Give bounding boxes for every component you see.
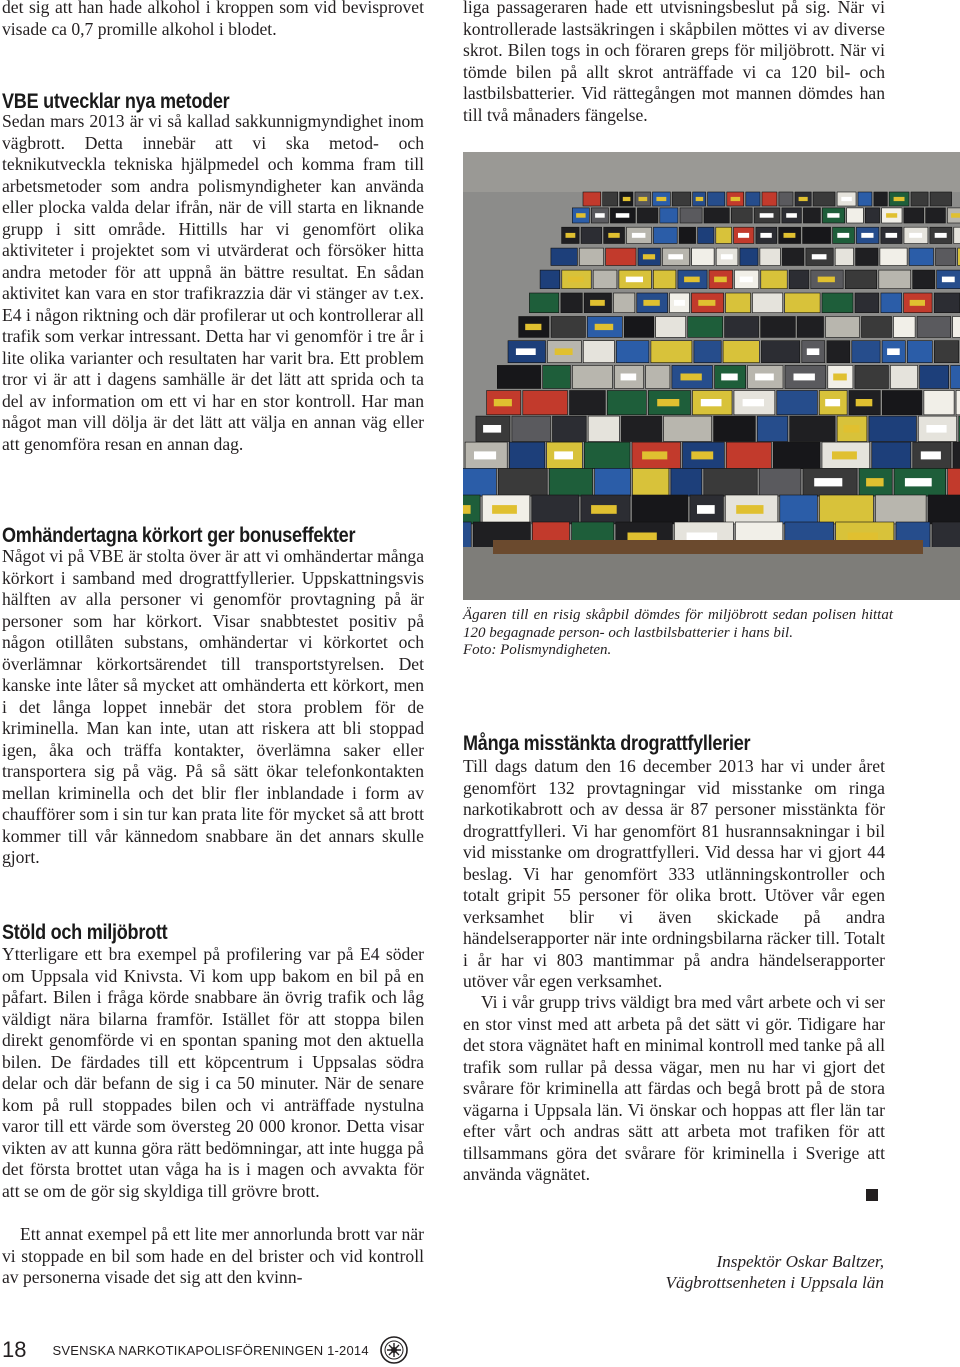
battery-shape xyxy=(624,317,653,338)
battery-shape xyxy=(680,208,702,223)
battery-label-shape xyxy=(909,233,922,238)
battery-shape xyxy=(928,495,960,524)
battery-label-shape xyxy=(736,505,763,514)
battery-shape xyxy=(653,270,676,289)
battery-label-shape xyxy=(721,254,733,259)
battery-shape xyxy=(570,391,606,415)
battery-label-shape xyxy=(483,425,501,433)
battery-shape xyxy=(934,293,960,313)
battery-label-shape xyxy=(714,277,727,283)
battery-shape xyxy=(725,317,759,338)
battery-shape xyxy=(934,341,959,363)
battery-shape xyxy=(789,270,809,289)
battery-shape xyxy=(948,468,960,496)
battery-label-shape xyxy=(921,451,941,459)
battery-label-shape xyxy=(516,348,536,355)
battery-shape xyxy=(907,341,932,363)
battery-label-shape xyxy=(463,505,471,514)
battery-shape xyxy=(723,341,759,363)
heading-drug-driving: Många misstänkta drograttfyllerier xyxy=(463,732,751,755)
battery-label-shape xyxy=(701,399,722,406)
battery-shape xyxy=(827,341,850,363)
battery-shape xyxy=(688,317,723,338)
battery-label-shape xyxy=(691,451,713,459)
battery-label-shape xyxy=(684,277,700,283)
battery-label-shape xyxy=(886,233,898,238)
battery-label-shape xyxy=(576,213,586,218)
snpf-emblem-icon xyxy=(379,1335,409,1365)
battery-shape xyxy=(882,391,922,415)
battery-label-shape xyxy=(841,197,852,201)
battery-label-shape xyxy=(905,478,932,486)
battery-shape xyxy=(704,468,757,496)
battery-shape xyxy=(920,365,949,388)
battery-shape xyxy=(553,416,587,441)
battery-shape xyxy=(532,495,579,524)
battery-label-shape xyxy=(657,399,679,406)
battery-shape xyxy=(852,341,880,363)
battery-shape xyxy=(874,192,887,206)
theft-environment-body-2: Ett annat exempel på ett lite mer annorlunda brott var när vi stoppade en bil som hade en del brister och vid kontroll av personerna visade det sig att den kvinn- xyxy=(2,1224,424,1287)
battery-shape xyxy=(909,248,933,265)
battery-label-shape xyxy=(643,254,655,259)
battery-label-shape xyxy=(738,233,749,238)
battery-shape xyxy=(561,293,582,313)
intro-paragraph: det sig att han hade alkohol i kroppen som vid bevisprovet visade ca 0,7 promille alkohol i blodet. xyxy=(2,0,424,39)
battery-shape xyxy=(865,208,879,223)
battery-shape xyxy=(588,416,619,441)
battery-label-shape xyxy=(812,254,827,259)
battery-label-shape xyxy=(639,197,648,201)
battery-shape xyxy=(523,391,568,415)
continued-paragraph: liga passageraren hade ett utvisningsbeslut på sig. När vi kontrollerade lastsäkringen i skåpbilen möttes vi av diverse skrot. Bilen togs in och föraren greps för miljöbrott. När vi tömde bilen på allt skrot anträffade vi ca 120 bil- och lastbilsbatterier. Vid rättegången mot mannen dömdes han till två månaders fängelse. xyxy=(463,0,885,125)
battery-label-shape xyxy=(674,300,685,306)
battery-label-shape xyxy=(608,233,619,238)
theft-environment-body-1: Ytterligare ett bra exempel på profilering var på E4 söder om Uppsala vid Knivsta. Vi kom upp bakom en bil på en påfart. Bilen i fråga körde snabbare än övrig trafik och låg väldigt nära bilarna framför. Istället för att stoppa bilen direkt genomförde vi en spontan spaning mot den aktuella bilen. De färdades till ett köpcentrum i Uppsalas södra delar och där befann de sig i ca 50 minuter. När de senare kom på rull stoppades bilen och vi anträffade nystulna varor till ett värde som översteg 20 000 kronor. Detta visar vikten av att kunna göra rätt bedömningar, att inte hugga på det första brottet utan våga ha is i magen och avvakta för att se om de gör sig skyldiga till grövre brott. xyxy=(2,944,424,1201)
battery-shape xyxy=(651,341,692,363)
license-seizure-body: Något vi på VBE är stolta över är att vi omhändertar många körkort i samband med drograttfyllerier. Uppskattningsvis hälften av alla personer vi genomför provtagning på är personer som har körkort. Visar snabbtestet positiv på någon otillåten substans, omhändertar vi körkortet och överlämnar körkortsärendet till transportstyrelsen. Det kanske inte låter så mycket att omhänderta ett körkort, men i det långa loppet innebär det stora problem för de kriminella. Man kan inte, utan att riskera att bli stoppad igen, åka och träffa kontakter, överlämna saker eller transportera sig på väg. På så sätt ökar telefonkontakten mellan kriminella och det blir fler inblandade i form av chaufförer som i sin tur kan prata lite för mycket så att brott kommer till vår kännedom snabbare än det annars skulle gjort. xyxy=(2,546,424,867)
battery-shape xyxy=(782,248,804,265)
battery-shape xyxy=(660,208,678,223)
page-footer xyxy=(2,1333,422,1367)
battery-label-shape xyxy=(697,505,715,514)
battery-label-shape xyxy=(886,213,897,218)
battery-shape xyxy=(856,248,878,265)
battery-shape xyxy=(551,248,577,265)
battery-label-shape xyxy=(591,505,617,514)
battery-label-shape xyxy=(623,197,631,201)
battery-shape xyxy=(692,248,714,265)
battery-shape xyxy=(785,293,820,313)
battery-shape xyxy=(913,270,935,289)
battery-shape xyxy=(911,192,928,206)
battery-label-shape xyxy=(832,451,857,459)
battery-label-shape xyxy=(814,478,842,486)
battery-shape xyxy=(746,192,760,206)
battery-label-shape xyxy=(833,374,847,381)
battery-label-shape xyxy=(935,233,947,238)
photo-caption xyxy=(463,607,893,660)
author-signature xyxy=(560,1251,884,1293)
battery-shape xyxy=(606,248,636,265)
battery-label-shape xyxy=(474,451,496,459)
battery-shape xyxy=(579,248,603,265)
battery-label-shape xyxy=(696,197,704,201)
battery-shape xyxy=(583,341,614,363)
battery-shape xyxy=(797,317,823,338)
battery-label-shape xyxy=(926,425,946,433)
battery-label-shape xyxy=(566,233,576,238)
battery-label-shape xyxy=(632,233,646,238)
battery-shape xyxy=(803,227,831,243)
battery-shape xyxy=(581,227,602,243)
battery-shape xyxy=(862,317,892,338)
battery-label-shape xyxy=(626,277,643,283)
battery-shape xyxy=(529,293,558,313)
battery-label-shape xyxy=(760,213,774,218)
battery-shape xyxy=(777,391,818,415)
battery-label-shape xyxy=(595,213,605,218)
battery-label-shape xyxy=(721,374,738,381)
battery-shape xyxy=(731,208,752,223)
battery-shape xyxy=(953,442,960,469)
battery-shape xyxy=(847,208,864,223)
battery-label-shape xyxy=(844,425,860,433)
batteries-photo xyxy=(463,152,960,600)
battery-label-shape xyxy=(887,348,900,355)
heading-theft-environment: Stöld och miljöbrott xyxy=(2,921,168,944)
battery-label-shape xyxy=(755,374,774,381)
battery-shape xyxy=(757,416,788,441)
battery-shape xyxy=(822,293,853,313)
battery-shape xyxy=(761,341,799,363)
battery-shape xyxy=(759,468,801,496)
battery-shape xyxy=(953,317,960,338)
battery-label-shape xyxy=(827,213,839,218)
battery-label-shape xyxy=(786,213,797,218)
battery-label-shape xyxy=(681,374,702,381)
battery-label-shape xyxy=(784,233,796,238)
battery-label-shape xyxy=(643,300,659,306)
battery-label-shape xyxy=(731,197,741,201)
battery-shape xyxy=(761,270,787,289)
battery-shape xyxy=(698,227,714,243)
battery-label-shape xyxy=(642,451,667,459)
battery-shape xyxy=(894,317,916,338)
battery-shape xyxy=(779,192,793,206)
battery-shape xyxy=(672,192,691,206)
battery-shape xyxy=(509,442,545,469)
battery-shape xyxy=(930,192,952,206)
battery-label-shape xyxy=(807,348,820,355)
battery-label-shape xyxy=(492,505,517,514)
battery-shape xyxy=(740,248,758,265)
battery-shape xyxy=(803,208,820,223)
battery-shape xyxy=(595,468,631,496)
battery-shape xyxy=(540,270,560,289)
battery-shape xyxy=(654,227,678,243)
battery-shape xyxy=(716,227,732,243)
battery-label-shape xyxy=(595,324,614,330)
battery-shape xyxy=(616,341,649,363)
battery-label-shape xyxy=(818,277,835,283)
battery-label-shape xyxy=(799,197,808,201)
battery-shape xyxy=(726,293,751,313)
battery-label-shape xyxy=(794,374,815,381)
battery-shape xyxy=(584,442,630,469)
photo-credit: Foto: Polismyndigheten. xyxy=(463,642,612,659)
battery-shape xyxy=(621,416,661,441)
battery-shape xyxy=(761,317,796,338)
battery-label-shape xyxy=(568,277,584,283)
battery-label-shape xyxy=(856,399,873,406)
battery-label-shape xyxy=(825,399,840,406)
battery-shape xyxy=(714,416,756,441)
battery-shape xyxy=(551,317,585,338)
battery-shape xyxy=(904,208,924,223)
battery-label-shape xyxy=(743,399,764,406)
battery-label-shape xyxy=(894,197,905,201)
drug-driving-body-2: Vi i vår grupp trivs väldigt bra med vårt arbete och vi ser en stor vinst med att arbeta på det sätt vi gör. Tidigare har det stora vägnätet haft en minimal kontroll med tanke på all trafik som rullar på dessa vägar, men nu har vi gjort det svårare för kriminella att färdas och begå brott på de stora vägarna i Uppsala län. Vi önskar och hoppas att fler län tar efter vårt och andras sätt att arbeta mot trafiken för att tillsammans göra det svårare för kriminella i Sverige att använda vägnätet. xyxy=(463,992,885,1184)
battery-shape xyxy=(512,416,551,441)
battery-shape xyxy=(593,270,617,289)
battery-shape xyxy=(543,365,571,388)
battery-label-shape xyxy=(555,348,573,355)
battery-shape xyxy=(819,495,873,524)
battery-label-shape xyxy=(760,233,771,238)
battery-shape xyxy=(956,391,960,415)
battery-shape xyxy=(463,468,496,496)
battery-shape xyxy=(954,227,960,243)
heading-license-seizure: Omhändertagna körkort ger bonuseffekter xyxy=(2,524,356,547)
battery-label-shape xyxy=(656,197,666,201)
battery-shape xyxy=(917,317,951,338)
batteries-image xyxy=(463,152,960,600)
signature-name: Inspektör Oskar Baltzer, xyxy=(716,1252,884,1271)
battery-label-shape xyxy=(668,254,683,259)
vbe-methods-body: Sedan mars 2013 är vi så kallad sakkunnigmyndighet inom vägbrott. Detta innebär att vi ska metod- och teknikutveckla tekniska hjälpmedel och komma fram till arbetsmetoder som andra polismyndigheter kan använda eller plocka valda delar ifrån, när de vill starta en liknande grupp i sitt område. Hittills har vi genomfört olika aktiviteter i projektet som vi utvärderat och försöker hitta andra metoder för att uppnå än bättre resultat. En sådan aktivitet kan vara en stor trafikrazzia där vi stänger av t.ex. E4 i någon riktning och där profilerar ut och kontrollerar all trafik som verkar intressant. Detta har vi genomför i tre år i lite olika varianter och resultaten har varit bra. Ett problem tror vi är att i dagens samhälle är det lätt att sprida och ta del av information om ett vi har en stor kontroll. Har man något man vill dölja är det lätt att välja en annan väg eller att genomföra resan en annan dag. xyxy=(2,111,424,454)
battery-shape xyxy=(936,248,956,265)
caption-text: Ägaren till en risig skåpbil dömdes för miljöbrott sedan polisen hittat 120 begagnade person- och lastbilsbatterier i hans bil. xyxy=(463,607,893,641)
battery-label-shape xyxy=(525,324,541,330)
battery-label-shape xyxy=(942,277,955,283)
battery-shape xyxy=(890,365,917,388)
battery-label-shape xyxy=(590,300,605,306)
battery-shape xyxy=(951,365,960,388)
battery-shape xyxy=(880,248,907,265)
battery-shape xyxy=(614,293,635,313)
battery-shape xyxy=(603,192,618,206)
battery-shape xyxy=(497,365,540,388)
battery-shape xyxy=(607,391,646,415)
battery-shape xyxy=(780,495,818,524)
battery-shape xyxy=(646,365,670,388)
battery-shape xyxy=(879,270,911,289)
battery-shape xyxy=(549,468,592,496)
battery-label-shape xyxy=(866,478,884,486)
battery-shape xyxy=(875,495,926,524)
battery-shape xyxy=(855,293,879,313)
battery-shape xyxy=(855,365,889,388)
battery-shape xyxy=(671,468,702,496)
battery-shape xyxy=(656,317,686,338)
battery-shape xyxy=(881,293,902,313)
page-number: 18 xyxy=(2,1337,27,1362)
heading-vbe-methods: VBE utvecklar nya metoder xyxy=(2,90,230,113)
battery-shape xyxy=(704,208,729,223)
battery-shape xyxy=(637,208,658,223)
battery-label-shape xyxy=(698,300,715,306)
battery-shape xyxy=(498,468,547,496)
battery-label-shape xyxy=(616,213,630,218)
battery-label-shape xyxy=(621,374,637,381)
battery-shape xyxy=(694,341,721,363)
battery-shape xyxy=(924,391,954,415)
battery-label-shape xyxy=(951,213,960,218)
battery-shape xyxy=(760,248,780,265)
battery-shape xyxy=(679,227,695,243)
battery-shape xyxy=(726,442,771,469)
battery-shape xyxy=(664,416,712,441)
battery-label-shape xyxy=(740,277,753,283)
drug-driving-body-1: Till dags datum den 16 december 2013 har vi under året genomfört 132 provtagningar vid misstanke om ringa narkotikabrott och av dessa är 87 personer misstänkta för drograttfylleri. Vi har genomfört 81 husrannsakningar i bil vid misstanke om drograttfylleri. Vid dessa har vi gjort 44 beslag. Vi har genomfört 333 utlänningskontroller och totalt gripit 55 personer för olika brott. Utöver vår egen verksamhet blir vi även skickade på andra händelserapporter när inte ordningsbilarna räcker till. Totalt i år har vi 803 mantimmar på andra händelserapporter utöver vår egen verksamhet. xyxy=(463,756,885,991)
battery-shape xyxy=(858,192,872,206)
battery-shape xyxy=(708,192,725,206)
battery-shape xyxy=(926,208,946,223)
battery-shape xyxy=(835,248,853,265)
battery-shape xyxy=(773,442,820,469)
battery-shape xyxy=(826,317,860,338)
battery-shape xyxy=(762,192,777,206)
battery-shape xyxy=(872,442,911,469)
battery-label-shape xyxy=(910,300,925,306)
battery-shape xyxy=(790,416,835,441)
battery-shape xyxy=(583,192,601,206)
battery-label-shape xyxy=(837,233,849,238)
battery-shape xyxy=(633,468,669,496)
battery-shape xyxy=(572,365,612,388)
battery-shape xyxy=(869,416,917,441)
battery-label-shape xyxy=(494,399,512,406)
signature-unit: Vägbrottsenheten i Uppsala län xyxy=(665,1273,884,1292)
battery-shape xyxy=(753,293,783,313)
battery-label-shape xyxy=(554,451,573,459)
battery-label-shape xyxy=(861,233,873,238)
end-of-article-mark xyxy=(866,1189,878,1201)
battery-shape xyxy=(632,495,688,524)
publication-name: SVENSKA NARKOTIKAPOLISFÖRENINGEN 1-2014 xyxy=(52,1342,369,1358)
battery-shape xyxy=(813,192,835,206)
battery-shape xyxy=(845,270,877,289)
